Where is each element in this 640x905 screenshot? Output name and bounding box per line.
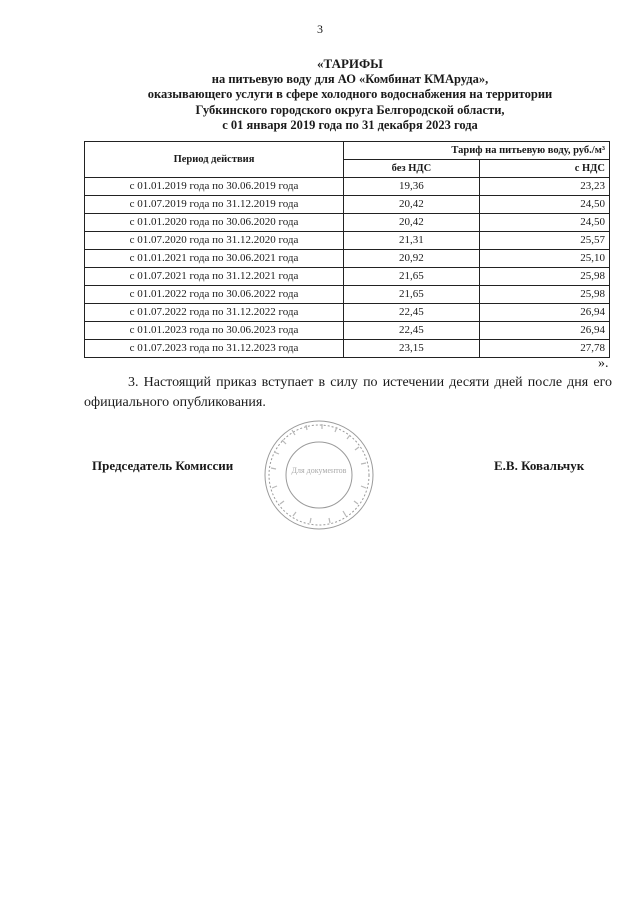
row-period: с 01.01.2019 года по 30.06.2019 года [85,178,344,196]
signatory-position: Председатель Комиссии [92,458,234,473]
row-period: с 01.01.2023 года по 30.06.2023 года [85,322,344,340]
header-vat: с НДС [479,160,609,178]
stamp-text: Для документов [291,466,347,475]
header-period: Период действия [85,142,344,178]
table-row [85,214,610,232]
row-no-vat: 21,65 [343,268,479,286]
row-period: с 01.01.2022 года по 30.06.2022 года [85,286,344,304]
row-period: с 01.07.2022 года по 31.12.2022 года [85,304,344,322]
header-tariff: Тариф на питьевую воду, руб./м³ [343,142,609,160]
title-line-4: Губкинского городского округа Белгородской области, [195,102,505,117]
row-vat: 24,50 [479,196,609,214]
stamp-seal-icon [262,418,376,532]
row-vat: 25,10 [479,250,609,268]
table-row [85,322,610,340]
row-vat: 25,98 [479,286,609,304]
row-vat: 25,98 [479,268,609,286]
row-no-vat: 19,36 [343,178,479,196]
table-row [85,196,610,214]
row-period: с 01.07.2020 года по 31.12.2020 года [85,232,344,250]
title-line-5: с 01 января 2019 года по 31 декабря 2023 года [222,118,478,132]
table-row [85,178,610,196]
row-no-vat: 20,92 [343,250,479,268]
row-vat: 23,23 [479,178,609,196]
row-no-vat: 20,42 [343,214,479,232]
row-vat: 24,50 [479,214,609,232]
title-line-3: оказывающего услуги в сфере холодного водоснабжения на территории [147,87,553,101]
paragraph-line-2: официального опубликования. [84,395,266,410]
table-row [85,304,610,322]
title-line-1: «ТАРИФЫ [317,56,383,71]
page-number: 3 [317,22,323,36]
row-no-vat: 20,42 [343,196,479,214]
table-row [85,232,610,250]
row-period: с 01.01.2021 года по 30.06.2021 года [85,250,344,268]
row-period: с 01.07.2019 года по 31.12.2019 года [85,196,344,214]
paragraph-line-1: 3. Настоящий приказ вступает в силу по истечении десяти дней после дня его [128,375,612,390]
row-vat: 25,57 [479,232,609,250]
row-period: с 01.07.2023 года по 31.12.2023 года [85,340,344,358]
table-row [85,340,610,358]
table-row [85,286,610,304]
title-line-2: на питьевую воду для АО «Комбинат КМАруда», [211,71,489,86]
row-vat: 27,78 [479,340,609,358]
table-row [85,250,610,268]
closing-quote: ». [598,356,609,371]
row-vat: 26,94 [479,322,609,340]
row-vat: 26,94 [479,304,609,322]
signatory-name: Е.В. Ковальчук [494,458,585,473]
header-no-vat: без НДС [343,160,479,178]
document-title [60,56,640,134]
row-no-vat: 21,65 [343,286,479,304]
tariff-table [84,141,610,358]
row-period: с 01.07.2021 года по 31.12.2021 года [85,268,344,286]
row-no-vat: 23,15 [343,340,479,358]
table-row [85,268,610,286]
row-no-vat: 22,45 [343,304,479,322]
row-period: с 01.01.2020 года по 30.06.2020 года [85,214,344,232]
paragraph-effective-date [84,373,612,413]
row-no-vat: 22,45 [343,322,479,340]
row-no-vat: 21,31 [343,232,479,250]
